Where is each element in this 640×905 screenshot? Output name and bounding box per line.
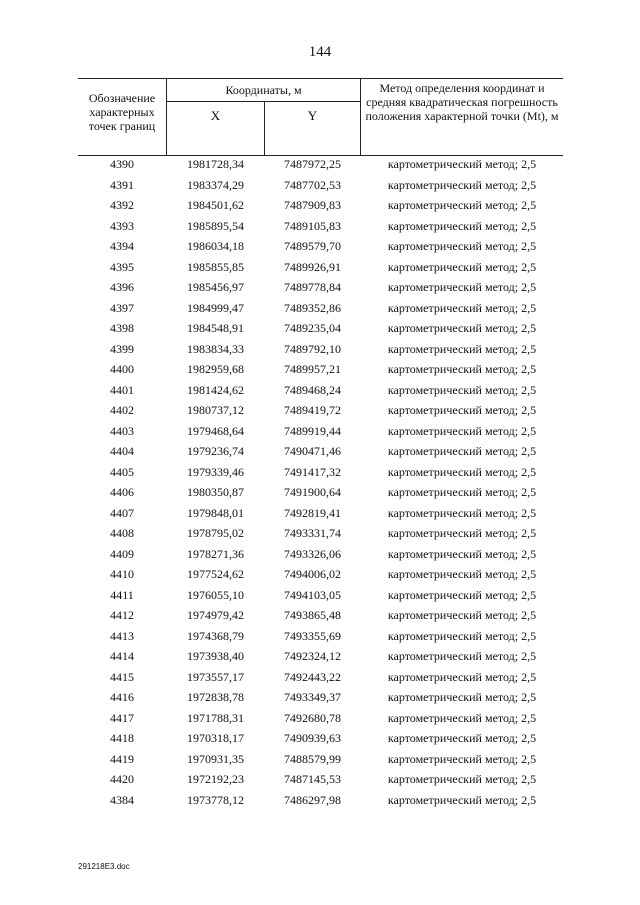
point-id: 4410 [110,567,134,581]
table-row [78,790,563,811]
table-row [78,687,563,708]
table-row [78,667,563,688]
coord-x: 1986034,18 [187,239,244,253]
point-id: 4414 [110,649,134,663]
coord-y: 7491417,32 [284,464,341,479]
point-id: 4403 [110,423,134,438]
coordinate-table-body [78,154,563,810]
method-text: картометрический метод; 2,5 [387,485,537,499]
point-id: 4409 [110,546,134,561]
table-row [78,380,563,401]
table-row [78,482,563,503]
method-text: картометрический метод; 2,5 [387,382,537,397]
method-text: картометрический метод; 2,5 [387,198,537,212]
method-text: картометрический метод; 2,5 [387,792,537,807]
coord-x: 1981424,62 [187,382,244,397]
table-row [78,564,563,585]
point-id: 4408 [110,526,134,540]
point-id: 4416 [110,690,134,704]
coord-y: 7486297,98 [284,792,341,807]
method-text: картометрический метод; 2,5 [387,177,537,192]
method-text: картометрический метод; 2,5 [387,444,537,458]
point-id: 4392 [110,198,134,212]
point-id: 4407 [110,505,134,520]
method-text: картометрический метод; 2,5 [387,546,537,561]
table-row [78,175,563,196]
table-row [78,769,563,790]
method-text: картометрический метод; 2,5 [387,649,537,663]
coord-y: 7487909,83 [284,198,341,212]
table-row [78,544,563,565]
table-row [78,708,563,729]
table-row [78,359,563,380]
point-id: 4415 [110,669,134,684]
coord-x: 1974368,79 [187,628,244,643]
method-text: картометрический метод; 2,5 [387,505,537,520]
method-text: картометрический метод; 2,5 [387,464,537,479]
coord-y: 7487972,25 [284,157,341,171]
method-text: картометрический метод; 2,5 [387,218,537,233]
coord-x: 1985456,97 [187,280,244,294]
point-id: 4404 [110,444,134,458]
coord-y: 7493349,37 [284,690,341,704]
method-text: картометрический метод; 2,5 [387,259,537,274]
coord-y: 7489105,83 [284,218,341,233]
point-id: 4393 [110,218,134,233]
coord-y: 7487702,53 [284,177,341,192]
table-row [78,318,563,339]
coord-y: 7493331,74 [284,526,341,540]
point-id: 4413 [110,628,134,643]
coord-x: 1985895,54 [187,218,244,233]
point-id: 4401 [110,382,134,397]
header-designation: Обозначение характерных точек границ [88,91,156,133]
coord-y: 7489957,21 [284,362,341,376]
method-text: картометрический метод; 2,5 [387,341,537,356]
coord-y: 7489926,91 [284,259,341,274]
coord-y: 7492443,22 [284,669,341,684]
point-id: 4390 [110,157,134,171]
header-x: X [210,108,221,123]
point-id: 4391 [110,177,134,192]
method-text: картометрический метод; 2,5 [387,587,537,602]
method-text: картометрический метод; 2,5 [387,669,537,684]
coord-x: 1984501,62 [187,198,244,212]
coord-y: 7493355,69 [284,628,341,643]
coord-x: 1971788,31 [187,710,244,725]
coord-x: 1978795,02 [187,526,244,540]
coord-x: 1976055,10 [187,587,244,602]
table-row [78,421,563,442]
coord-x: 1983834,33 [187,341,244,356]
coord-x: 1980737,12 [187,403,244,417]
coord-x: 1984999,47 [187,300,244,315]
method-text: картометрический метод; 2,5 [387,239,537,253]
coord-x: 1979468,64 [187,423,244,438]
coord-x: 1979339,46 [187,464,244,479]
method-text: картометрический метод; 2,5 [387,280,537,294]
coord-y: 7492680,78 [284,710,341,725]
coord-y: 7489419,72 [284,403,341,417]
table-row [78,503,563,524]
method-text: картометрический метод; 2,5 [387,403,537,417]
coord-y: 7489352,86 [284,300,341,315]
point-id: 4384 [110,792,134,807]
coord-y: 7487145,53 [284,772,341,786]
coord-x: 1970931,35 [187,751,244,766]
method-text: картометрический метод; 2,5 [387,362,537,376]
point-id: 4412 [110,608,134,622]
table-row [78,646,563,667]
coord-y: 7492324,12 [284,649,341,663]
table-row [78,400,563,421]
table-row [78,728,563,749]
method-text: картометрический метод; 2,5 [387,628,537,643]
method-text: картометрический метод; 2,5 [387,300,537,315]
table-row [78,523,563,544]
table-row [78,441,563,462]
table-row [78,585,563,606]
coord-x: 1973778,12 [187,792,244,807]
point-id: 4418 [110,731,134,745]
header-y: Y [307,108,318,123]
point-id: 4411 [110,587,134,602]
coord-x: 1985855,85 [187,259,244,274]
coord-x: 1979236,74 [187,444,244,458]
coord-y: 7489792,10 [284,341,341,356]
page-number: 144 [308,44,332,60]
method-text: картометрический метод; 2,5 [387,567,537,581]
coord-x: 1972838,78 [187,690,244,704]
coord-y: 7492819,41 [284,505,341,520]
point-id: 4396 [110,280,134,294]
method-text: картометрический метод; 2,5 [387,526,537,540]
coord-x: 1974979,42 [187,608,244,622]
method-text: картометрический метод; 2,5 [387,423,537,438]
point-id: 4405 [110,464,134,479]
table-row [78,216,563,237]
table-row [78,154,563,175]
table-row [78,626,563,647]
coord-x: 1981728,34 [187,157,244,171]
coord-y: 7489579,70 [284,239,341,253]
table-row [78,749,563,770]
point-id: 4397 [110,300,134,315]
coord-x: 1983374,29 [187,177,244,192]
coord-x: 1978271,36 [187,546,244,561]
coord-x: 1970318,17 [187,731,244,745]
coord-y: 7493326,06 [284,546,341,561]
table-row [78,339,563,360]
header-coordinates: Координаты, м [225,83,302,97]
coord-y: 7490471,46 [284,444,341,458]
table-row [78,462,563,483]
coord-x: 1984548,91 [187,321,244,335]
coord-y: 7493865,48 [284,608,341,622]
method-text: картометрический метод; 2,5 [387,690,537,704]
header-method: Метод определения координат и средняя квадратическая погрешность положения характерной точки (Mt), м [365,81,559,123]
point-id: 4402 [110,403,134,417]
coord-y: 7494103,05 [284,587,341,602]
point-id: 4395 [110,259,134,274]
table-row [78,298,563,319]
method-text: картометрический метод; 2,5 [387,772,537,786]
method-text: картометрический метод; 2,5 [387,608,537,622]
coord-x: 1977524,62 [187,567,244,581]
coord-y: 7491900,64 [284,485,341,499]
coord-y: 7488579,99 [284,751,341,766]
method-text: картометрический метод; 2,5 [387,731,537,745]
coord-x: 1982959,68 [187,362,244,376]
coord-y: 7489778,84 [284,280,341,294]
coord-x: 1973938,40 [187,649,244,663]
coord-y: 7494006,02 [284,567,341,581]
coord-x: 1980350,87 [187,485,244,499]
coord-y: 7489468,24 [284,382,341,397]
point-id: 4398 [110,321,134,335]
point-id: 4399 [110,341,134,356]
method-text: картометрический метод; 2,5 [387,157,537,171]
coord-x: 1972192,23 [187,772,244,786]
coord-y: 7489235,04 [284,321,341,335]
coord-y: 7489919,44 [284,423,341,438]
table-row [78,277,563,298]
coord-y: 7490939,63 [284,731,341,745]
header-divider [166,101,360,102]
table-header [78,78,563,156]
method-text: картометрический метод; 2,5 [387,321,537,335]
method-text: картометрический метод; 2,5 [387,710,537,725]
coord-x: 1979848,01 [187,505,244,520]
table-row [78,605,563,626]
table-row [78,236,563,257]
document-filename: 291218E3.doc [78,862,130,871]
point-id: 4406 [110,485,134,499]
point-id: 4419 [110,751,134,766]
point-id: 4400 [110,362,134,376]
point-id: 4417 [110,710,134,725]
table-row [78,257,563,278]
table-row [78,195,563,216]
method-text: картометрический метод; 2,5 [387,751,537,766]
coord-x: 1973557,17 [187,669,244,684]
point-id: 4420 [110,772,134,786]
point-id: 4394 [110,239,134,253]
